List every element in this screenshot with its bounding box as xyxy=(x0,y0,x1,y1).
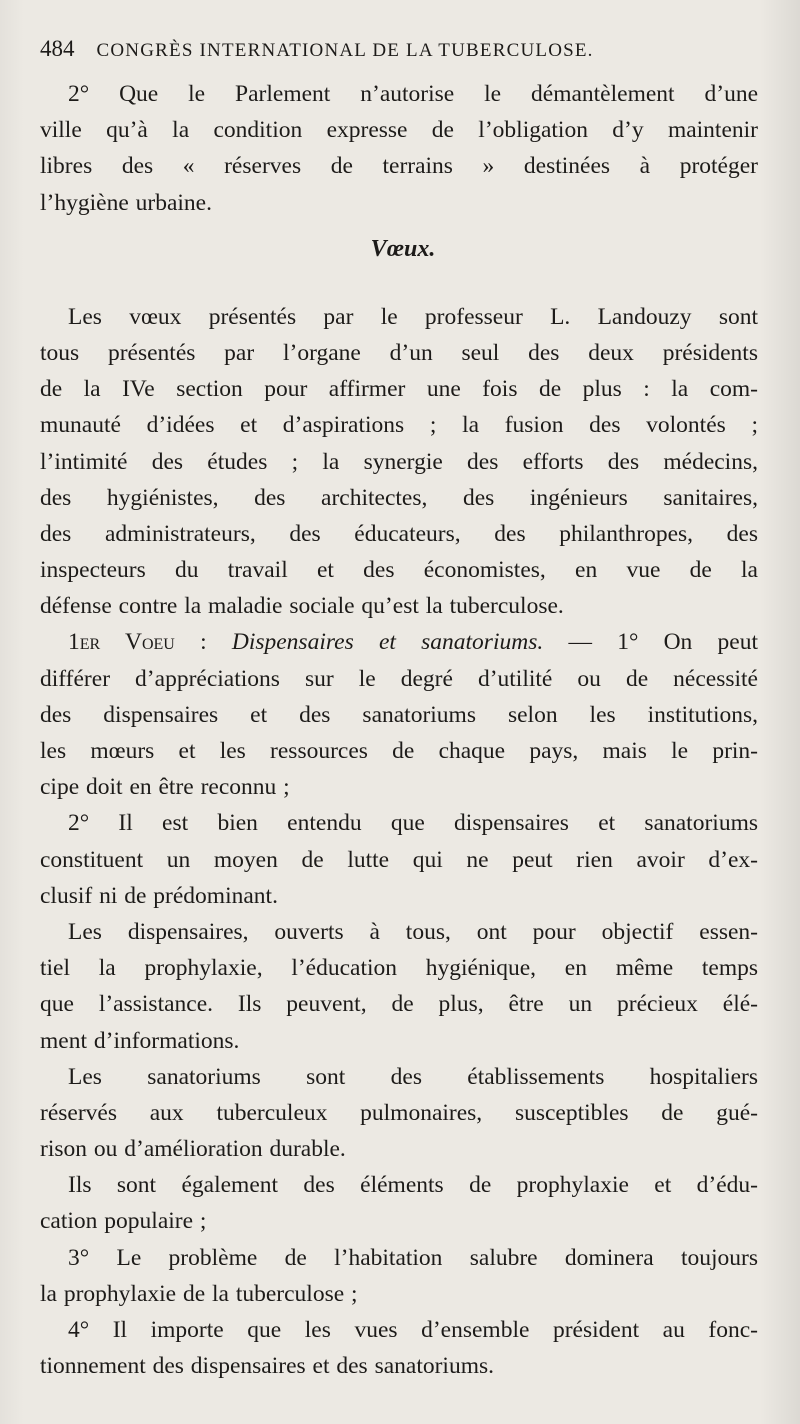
paragraph-demantelement xyxy=(40,76,758,221)
text-line: l’hygiène urbaine. xyxy=(40,189,212,216)
paragraph-premier-voeu xyxy=(40,624,758,805)
text-line: des dispensaires et des sanatoriums selon les institutions, xyxy=(40,701,758,728)
paragraph-point-3 xyxy=(40,1240,758,1312)
text-line: différer d’appréciations sur le degré d’utilité ou de nécessité xyxy=(40,665,758,692)
paragraph-point-4 xyxy=(40,1312,758,1384)
text-line: 2° Il est bien entendu que dispensaires et sanatoriums xyxy=(68,810,758,837)
text-line: ville qu’à la condition expresse de l’obligation d’y maintenir xyxy=(40,117,758,144)
text-line: l’intimité des études ; la synergie des efforts des médecins, xyxy=(40,448,758,475)
voeu-title: Dispensaires et sanatoriums. xyxy=(231,629,544,656)
voeux-heading: Vœux. xyxy=(370,235,436,262)
paragraph-point-2 xyxy=(40,805,758,914)
text-line: tiel la prophylaxie, l’éducation hygiénique, en même temps xyxy=(40,955,758,982)
running-title: CONGRÈS INTERNATIONAL DE LA TUBERCULOSE. xyxy=(96,40,594,61)
text-line: réservés aux tuberculeux pulmonaires, susceptibles de gué- xyxy=(40,1099,758,1126)
text-line: défense contre la maladie sociale qu’est la tuberculose. xyxy=(40,593,564,620)
text-line: 3° Le problème de l’habitation salubre dominera toujours xyxy=(68,1244,758,1271)
text-line: tous présentés par l’organe d’un seul des deux présidents xyxy=(40,339,758,366)
text-line: de la IVe section pour affirmer une fois de plus : la com- xyxy=(40,376,758,403)
text-line: constituent un moyen de lutte qui ne peut rien avoir d’ex- xyxy=(40,846,758,873)
voeu-first-line xyxy=(40,624,758,660)
text-line: munauté d’idées et d’aspirations ; la fusion des volontés ; xyxy=(40,412,758,439)
text-line: 4° Il importe que les vues d’ensemble président au fonc- xyxy=(68,1317,758,1343)
paragraph-voeux-intro xyxy=(40,299,758,625)
text-line: des hygiénistes, des architectes, des ingénieurs sanitaires, xyxy=(40,484,758,511)
text-line: tionnement des dispensaires et des sanatoriums. xyxy=(40,1353,495,1380)
paragraph-dispensaires xyxy=(40,914,758,1059)
voeu-first-line-rest: — 1° On peut xyxy=(543,629,758,656)
page-text xyxy=(40,76,758,1384)
text-line: la prophylaxie de la tuberculose ; xyxy=(40,1280,358,1307)
text-line: clusif ni de prédominant. xyxy=(40,882,278,909)
page-number: 484 xyxy=(40,36,75,61)
text-line: ment d’informations. xyxy=(40,1027,240,1054)
text-line: cation populaire ; xyxy=(40,1208,207,1235)
text-line: inspecteurs du travail et des économistes, en vue de la xyxy=(40,557,758,584)
section-gap xyxy=(40,277,758,299)
text-line: Les dispensaires, ouverts à tous, ont pour objectif essen- xyxy=(68,918,758,945)
paragraph-prophylaxie xyxy=(40,1167,758,1239)
running-head xyxy=(40,36,758,76)
text-line: cipe doit en être reconnu ; xyxy=(40,774,290,801)
voeu-label: 1er Voeu : xyxy=(68,629,207,656)
text-line: Les sanatoriums sont des établissements hospitaliers xyxy=(68,1063,758,1090)
text-line: Les vœux présentés par le professeur L. Landouzy sont xyxy=(68,303,758,330)
text-line: rison ou d’amélioration durable. xyxy=(40,1136,346,1163)
text-line: que l’assistance. Ils peuvent, de plus, être un précieux élé- xyxy=(40,991,758,1018)
text-line: libres des « réserves de terrains » destinées à protéger xyxy=(40,153,758,180)
text-line: Ils sont également des éléments de prophylaxie et d’édu- xyxy=(68,1172,758,1199)
text-line: les mœurs et les ressources de chaque pays, mais le prin- xyxy=(40,738,758,764)
text-line: 2° Que le Parlement n’autorise le démantèlement d’une xyxy=(68,81,758,107)
text-line: des administrateurs, des éducateurs, des philanthropes, des xyxy=(40,520,758,547)
paragraph-sanatoriums xyxy=(40,1059,758,1168)
